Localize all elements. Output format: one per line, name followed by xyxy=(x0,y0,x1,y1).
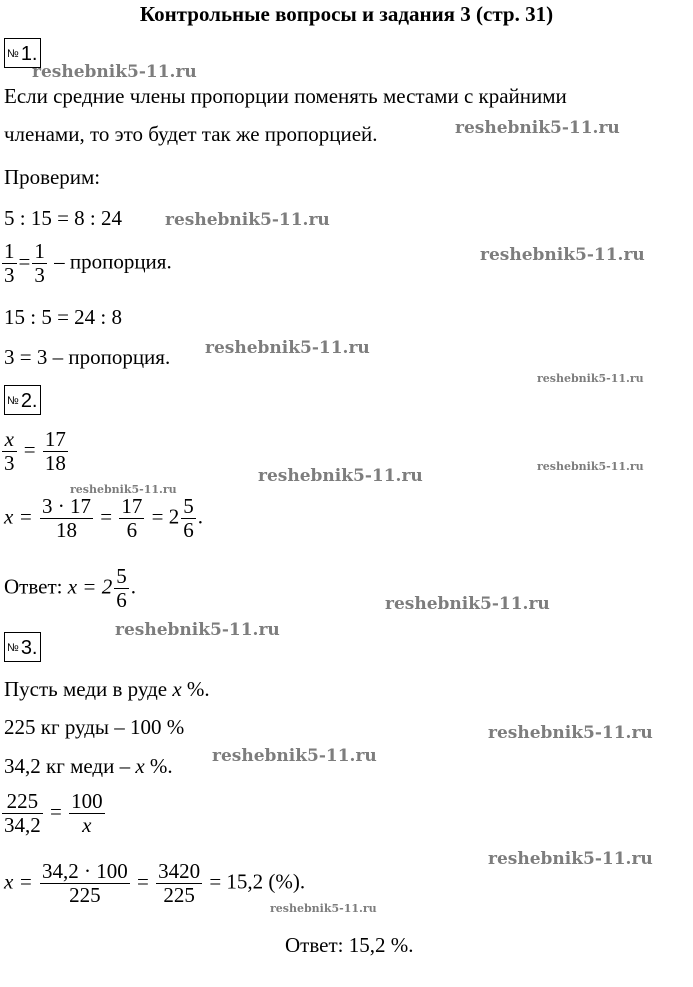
fraction: $\frac{5}{6}$ xyxy=(116,564,127,613)
task-1-equation-2: $\frac{1}{3}$ = $\frac{1}{3}$ – пропорция. xyxy=(4,239,172,288)
watermark: reshebnik5-11.ru xyxy=(258,466,423,486)
task-2-solution: x = $\frac{3 \cdot 17}{18}$ = $\frac{17}{6}$ = 2 $\frac{5}{6}$ . xyxy=(4,494,203,543)
watermark: reshebnik5-11.ru xyxy=(165,210,330,230)
task-1-text-line-2: членами, то это будет так же пропорцией. xyxy=(4,122,378,146)
watermark: reshebnik5-11.ru xyxy=(488,849,653,869)
task-1-equation-3: 15 : 5 = 24 : 8 xyxy=(4,305,123,329)
watermark: reshebnik5-11.ru xyxy=(480,245,645,265)
task-1-equation-1: 5 : 15 = 8 : 24 xyxy=(4,206,123,230)
watermark: reshebnik5-11.ru xyxy=(212,746,377,766)
fraction: $\frac{3 \cdot 17}{18}$ xyxy=(42,494,91,543)
fraction: $\frac{17}{18}$ xyxy=(44,427,66,476)
watermark: reshebnik5-11.ru xyxy=(537,460,644,473)
task-3-answer: Ответ: 15,2 %. xyxy=(285,933,414,957)
watermark: reshebnik5-11.ru xyxy=(115,620,280,640)
task-2-proportion: $\frac{x}{3}$ = $\frac{17}{18}$ xyxy=(4,427,66,476)
page-title: Контрольные вопросы и задания 3 (стр. 31) xyxy=(139,2,554,26)
watermark: reshebnik5-11.ru xyxy=(32,62,197,82)
watermark: reshebnik5-11.ru xyxy=(205,338,370,358)
watermark: reshebnik5-11.ru xyxy=(488,723,653,743)
task-1-number: № 1. xyxy=(4,38,41,68)
fraction: $\frac{17}{6}$ xyxy=(121,494,143,543)
fraction: $\frac{100}{x}$ xyxy=(71,789,103,838)
fraction: $\frac{5}{6}$ xyxy=(183,494,194,543)
fraction: $\frac{1}{3}$ xyxy=(34,239,45,288)
task-3-proportion: $\frac{225}{34,2}$ = $\frac{100}{x}$ xyxy=(4,789,103,838)
watermark: reshebnik5-11.ru xyxy=(270,902,377,915)
fraction: $\frac{x}{3}$ xyxy=(4,427,15,476)
task-2-answer: Ответ: x = 2 $\frac{5}{6}$ . xyxy=(4,564,136,613)
fraction: $\frac{3420}{225}$ xyxy=(158,859,201,908)
watermark: reshebnik5-11.ru xyxy=(537,372,644,385)
watermark: reshebnik5-11.ru xyxy=(385,594,550,614)
task-3-line-3: 34,2 кг меди – x %. xyxy=(4,754,173,778)
task-1-text-line-1: Если средние члены пропорции поменять местами с крайними xyxy=(4,84,567,108)
task-3-solution: x = $\frac{34,2 \cdot 100}{225}$ = $\frac{3420}{225}$ = 15,2 (%). xyxy=(4,859,306,908)
task-3-line-2: 225 кг руды – 100 % xyxy=(4,715,185,739)
fraction: $\frac{1}{3}$ xyxy=(4,239,15,288)
fraction: $\frac{34,2 \cdot 100}{225}$ xyxy=(42,859,128,908)
watermark: reshebnik5-11.ru xyxy=(70,483,177,496)
task-1-equation-4: 3 = 3 – пропорция. xyxy=(4,345,171,369)
watermark: reshebnik5-11.ru xyxy=(455,118,620,138)
fraction: $\frac{225}{34,2}$ xyxy=(4,789,41,838)
task-3-line-1: Пусть меди в руде x %. xyxy=(4,677,210,701)
task-1-check-label: Проверим: xyxy=(4,165,101,189)
task-2-number: № 2. xyxy=(4,385,41,415)
task-3-number: № 3. xyxy=(4,632,41,662)
